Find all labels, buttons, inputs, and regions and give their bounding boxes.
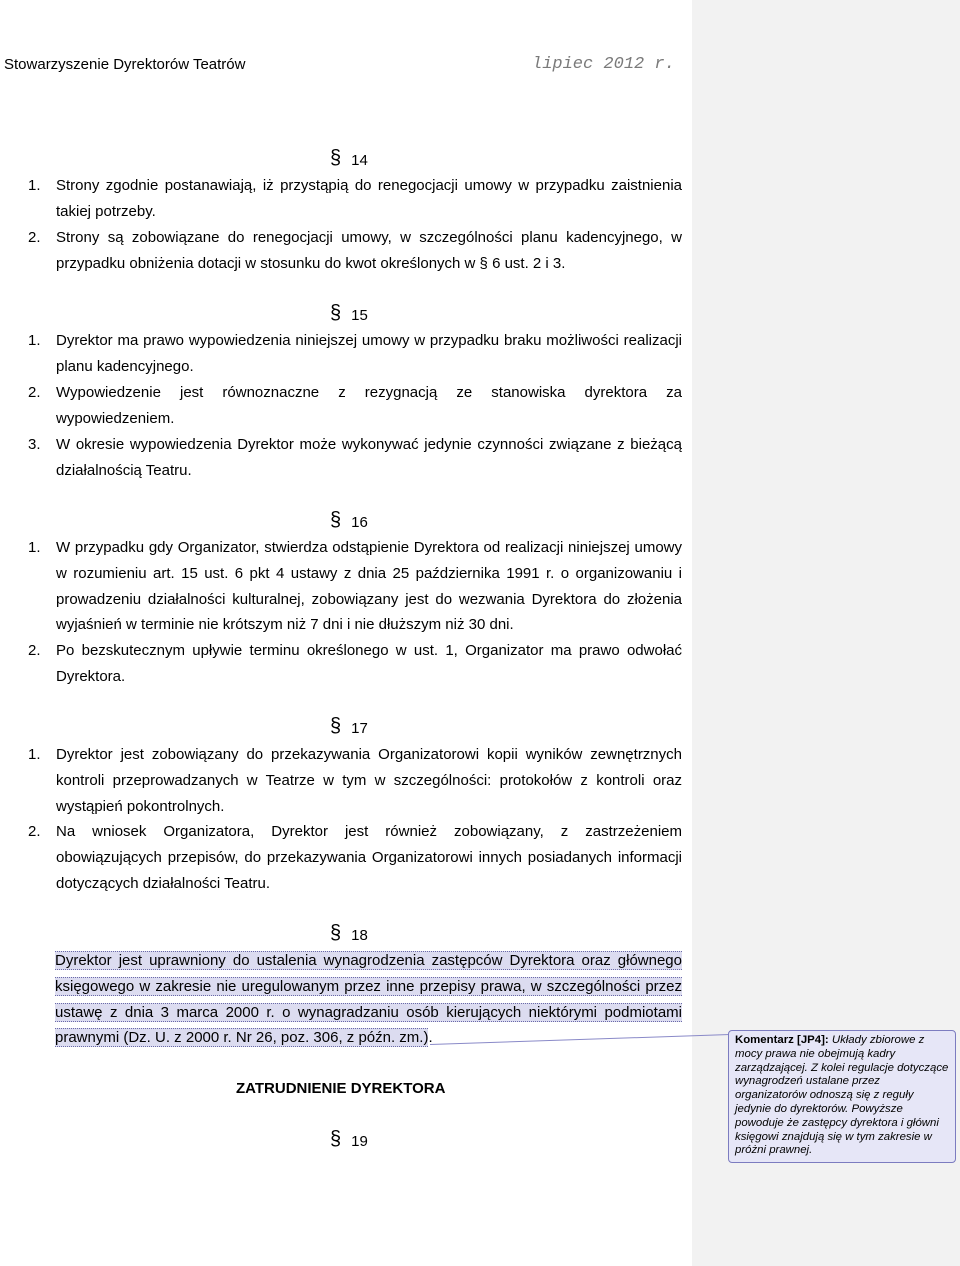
item-text: Na wniosek Organizatora, Dyrektor jest również zobowiązany, z zastrzeżeniem obowiązujących przepisów, do przekazywania Organizatorowi innych posiadanych informacji dotyczących działalności Teatru. (56, 823, 682, 892)
comment-text: Układy zbiorowe z mocy prawa nie obejmują kadry zarządzającej. Z kolei regulacje dotyczące wynagrodzeń ustalane przez organizatorów odnoszą się z reguły jedynie do dyrektorów. Powyższe powoduje że zastępcy dyrektora i główni księgowi znajdują się w tym zakresie w próżni prawnej. (735, 1034, 949, 1157)
section-number: 19 (351, 1133, 368, 1150)
item-text: Dyrektor jest zobowiązany do przekazywania Organizatorowi kopii wyników zewnętrznych kontroli przeprowadzanych w Teatrze w tym w szczególności: protokołów z kontroli oraz wystąpień pokontrolnych. (56, 746, 682, 815)
section-number: 16 (351, 514, 368, 531)
list-item (28, 328, 682, 380)
list-item (28, 535, 682, 638)
section-16-heading (330, 509, 368, 531)
section-15-heading (330, 302, 368, 324)
section-18-heading (330, 922, 368, 944)
list-item (28, 638, 682, 690)
item-number: 2. (28, 642, 41, 659)
item-number: 3. (28, 436, 41, 453)
header-date: lipiec 2012 r. (532, 55, 675, 74)
comment-balloon[interactable] (728, 1030, 956, 1163)
item-number: 2. (28, 823, 41, 840)
item-text: W przypadku gdy Organizator, stwierdza odstąpienie Dyrektora od realizacji niniejszej umowy w rozumieniu art. 15 ust. 6 pkt 4 ustawy z dnia 25 października 1991 r. o organizowaniu i prowadzeniu działalności kulturalnej, zobowiązany jest do wezwania Dyrektora do złożenia wyjaśnień w terminie nie krótszym niż 7 dni i nie dłuższym niż 30 dni. (56, 539, 682, 634)
comment-author: Komentarz [JP4]: (735, 1034, 829, 1046)
paragraph-sign: § (330, 147, 342, 169)
section-number: 17 (351, 720, 368, 737)
paragraph-sign: § (330, 922, 342, 944)
section-number: 15 (351, 307, 368, 324)
sentence-end: . (428, 1029, 433, 1047)
section-17-heading (330, 715, 368, 737)
list-item (28, 173, 682, 225)
list-item (28, 742, 682, 819)
list-item (28, 819, 682, 896)
paragraph-sign: § (330, 509, 342, 531)
section-19-heading (330, 1128, 368, 1150)
list-item (28, 225, 682, 277)
section-title: ZATRUDNIENIE DYREKTORA (236, 1080, 446, 1097)
item-text: Po bezskutecznym upływie terminu określonego w ust. 1, Organizator ma prawo odwołać Dyrektora. (56, 642, 682, 685)
section-number: 14 (351, 152, 368, 169)
header-organization: Stowarzyszenie Dyrektorów Teatrów (4, 56, 246, 73)
comment-anchor-text[interactable]: Dyrektor jest uprawniony do ustalenia wynagrodzenia zastępców Dyrektora oraz głównego księgowego w zakresie nie uregulowanym przez inne przepisy prawa, w szczególności przez ustawę z dnia 3 marca 2000 r. o wynagradzaniu osób kierujących niektórymi podmiotami prawnymi (Dz. U. z 2000 r. Nr 26, poz. 306, z późn. zm.) (55, 952, 682, 1047)
item-text: Wypowiedzenie jest równoznaczne z rezygnacją ze stanowiska dyrektora za wypowiedzeniem. (56, 384, 682, 427)
item-number: 2. (28, 229, 41, 246)
item-number: 1. (28, 539, 41, 556)
paragraph-sign: § (330, 1128, 342, 1150)
section-14-heading (330, 147, 368, 169)
item-number: 1. (28, 332, 41, 349)
item-text: W okresie wypowiedzenia Dyrektor może wykonywać jedynie czynności związane z bieżącą działalnością Teatru. (56, 436, 682, 479)
section-number: 18 (351, 927, 368, 944)
list-item (28, 380, 682, 432)
paragraph-sign: § (330, 715, 342, 737)
item-number: 1. (28, 177, 41, 194)
item-number: 2. (28, 384, 41, 401)
highlighted-commented-text[interactable] (55, 948, 682, 1051)
paragraph-sign: § (330, 302, 342, 324)
item-number: 1. (28, 746, 41, 763)
item-text: Strony zgodnie postanawiają, iż przystąpią do renegocjacji umowy w przypadku zaistnienia takiej potrzeby. (56, 177, 682, 220)
item-text: Dyrektor ma prawo wypowiedzenia niniejszej umowy w przypadku braku możliwości realizacji planu kadencyjnego. (56, 332, 682, 375)
list-item (28, 432, 682, 484)
item-text: Strony są zobowiązane do renegocjacji umowy, w szczególności planu kadencyjnego, w przypadku obniżenia dotacji w stosunku do kwot określonych w § 6 ust. 2 i 3. (56, 229, 682, 272)
